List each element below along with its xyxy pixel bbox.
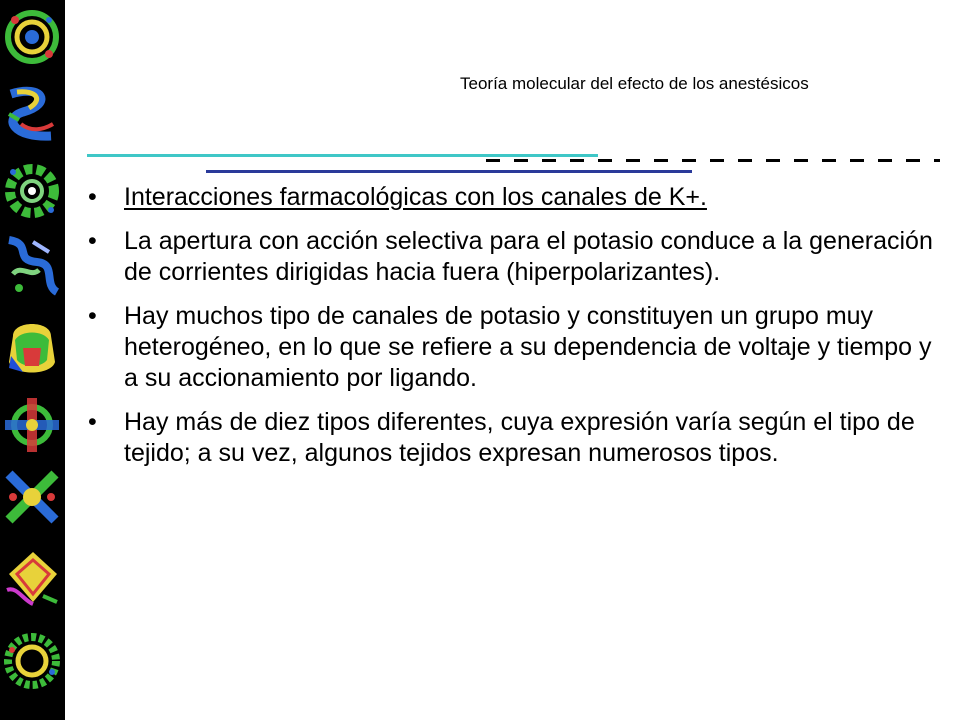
bullet-list [88, 182, 938, 482]
protein-helix-icon [3, 234, 61, 296]
protein-tetramer-icon [3, 466, 61, 528]
bullet-text: La apertura con acción selectiva para el potasio conduce a la generación de corrientes dirigidas hacia fuera (hiperpolarizantes). [124, 227, 933, 286]
protein-structure-icon [3, 6, 61, 68]
protein-ribbon-icon [3, 84, 61, 146]
bullet-text: Interacciones farmacológicas con los canales de K+. [124, 183, 707, 211]
title-underline-dashed [486, 159, 940, 162]
bullet-text: Hay más de diez tipos diferentes, cuya expresión varía según el tipo de tejido; a su vez, algunos tejidos expresan numerosos tipos. [124, 408, 915, 467]
title-underline-cyan [87, 154, 598, 157]
bullet-text: Hay muchos tipo de canales de potasio y constituyen un grupo muy heterogéneo, en lo que se refiere a su dependencia de voltaje y tiempo y a su accionamiento por ligando. [124, 302, 932, 392]
protein-complex-icon [3, 394, 61, 456]
bullet-dot: • [88, 183, 97, 211]
bullet-item [88, 182, 938, 213]
channel-surface-icon [3, 316, 61, 378]
title-underline-blue [206, 170, 692, 173]
molecule-sidebar [0, 0, 65, 720]
bullet-dot: • [88, 408, 97, 436]
bullet-item [88, 226, 938, 288]
pore-ring-icon [3, 630, 61, 692]
bullet-dot: • [88, 302, 97, 330]
bullet-item [88, 301, 938, 394]
bullet-dot: • [88, 227, 97, 255]
protein-ring-icon [3, 160, 61, 222]
slide-title: Teoría molecular del efecto de los anestésicos [460, 74, 809, 93]
beta-barrel-icon [3, 546, 61, 608]
bullet-item [88, 407, 938, 469]
